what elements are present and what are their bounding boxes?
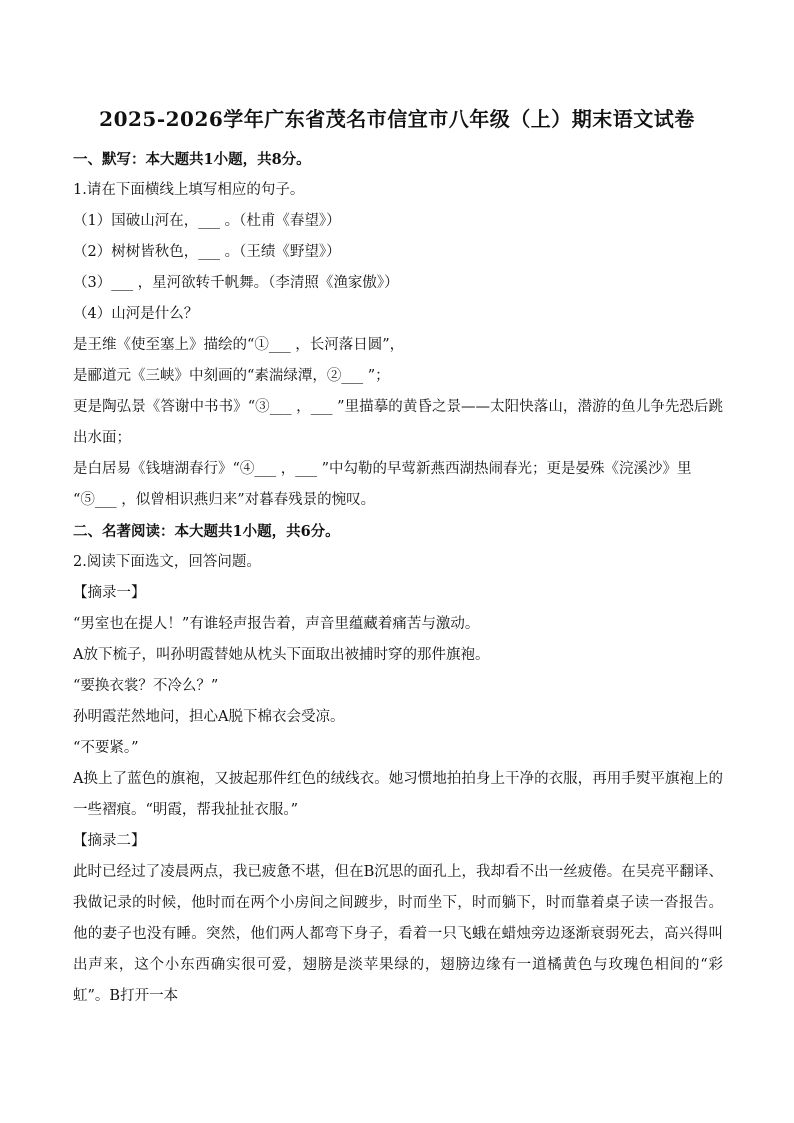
question-text: “⑤___ ，似曾相识燕归来”对暮春残景的惋叹。 — [73, 492, 376, 508]
page-title: 2025-2026学年广东省茂名市信宜市八年级（上）期末语文试卷 — [99, 107, 695, 131]
question-text: 是王维《使至塞上》描绘的“①___ ，长河落日圆”， — [73, 337, 405, 353]
question-item: （3）___ ，星河欲转千帆舞。（李清照《渔家傲》） — [73, 275, 399, 291]
excerpt-paragraph: “要换衣裳？不冷么？” — [73, 678, 219, 694]
excerpt-label: 【摘录一】 — [73, 585, 146, 601]
question-stem: 1.请在下面横线上填写相应的句子。 — [73, 182, 305, 198]
exam-content — [73, 144, 723, 1012]
question-text: 是白居易《钱塘湖春行》“④___ ，___ ”中勾勒的早莺新燕西湖热闹春光；更是晏殊《浣溪沙》里 — [73, 461, 692, 477]
question-stem: 2.阅读下面选文，回答问题。 — [73, 554, 261, 570]
excerpt-paragraph: A换上了蓝色的旗袍，又披起那件红色的绒线衣。她习惯地拍拍身上干净的衣服，再用手熨平旗袍上的一些褶痕。“明霞，帮我扯扯衣服。” — [73, 771, 723, 818]
question-text: 是郦道元《三峡》中刻画的“素湍绿潭，②___ ”； — [73, 368, 390, 384]
question-item: （1）国破山河在，___ 。（杜甫《春望》） — [73, 213, 341, 229]
excerpt-label: 【摘录二】 — [73, 833, 146, 849]
question-text: 更是陶弘景《答谢中书书》“③___ ，___ ”里描摹的黄昏之景——太阳快落山，潜游的鱼儿争先恐后跳出水面； — [73, 399, 723, 446]
question-item: （2）树树皆秋色，___ 。（王绩《野望》） — [73, 244, 341, 260]
excerpt-paragraph: “男室也在提人！”有谁轻声报告着，声音里蕴藏着痛苦与激动。 — [73, 616, 480, 632]
excerpt-paragraph: A放下梳子，叫孙明霞替她从枕头下面取出被捕时穿的那件旗袍。 — [73, 647, 490, 663]
excerpt-paragraph: 孙明霞茫然地问，担心A脱下棉衣会受凉。 — [73, 709, 345, 725]
question-item: （4）山河是什么？ — [73, 306, 199, 322]
section-heading: 一、默写：本大题共1小题，共8分。 — [73, 151, 311, 168]
excerpt-paragraph: 此时已经过了凌晨两点，我已疲惫不堪，但在B沉思的面孔上，我却看不出一丝疲倦。在吴亮平翻译、我做记录的时候，他时而在两个小房间之间踱步，时而坐下，时而躺下，时而靠着桌子读一沓报告。他的妻子也没有睡。突然，他们两人都弯下身子，看着一只飞蛾在蜡烛旁边逐渐衰弱死去，高兴得叫出声来，这个小东西确实很可爱，翅膀是淡苹果绿的，翅膀边缘有一道橘黄色与玫瑰色相间的“彩虹”。B打开一本 — [73, 864, 723, 1004]
section-heading: 二、名著阅读：本大题共1小题，共6分。 — [73, 523, 340, 540]
excerpt-paragraph: “不要紧。” — [73, 740, 139, 756]
